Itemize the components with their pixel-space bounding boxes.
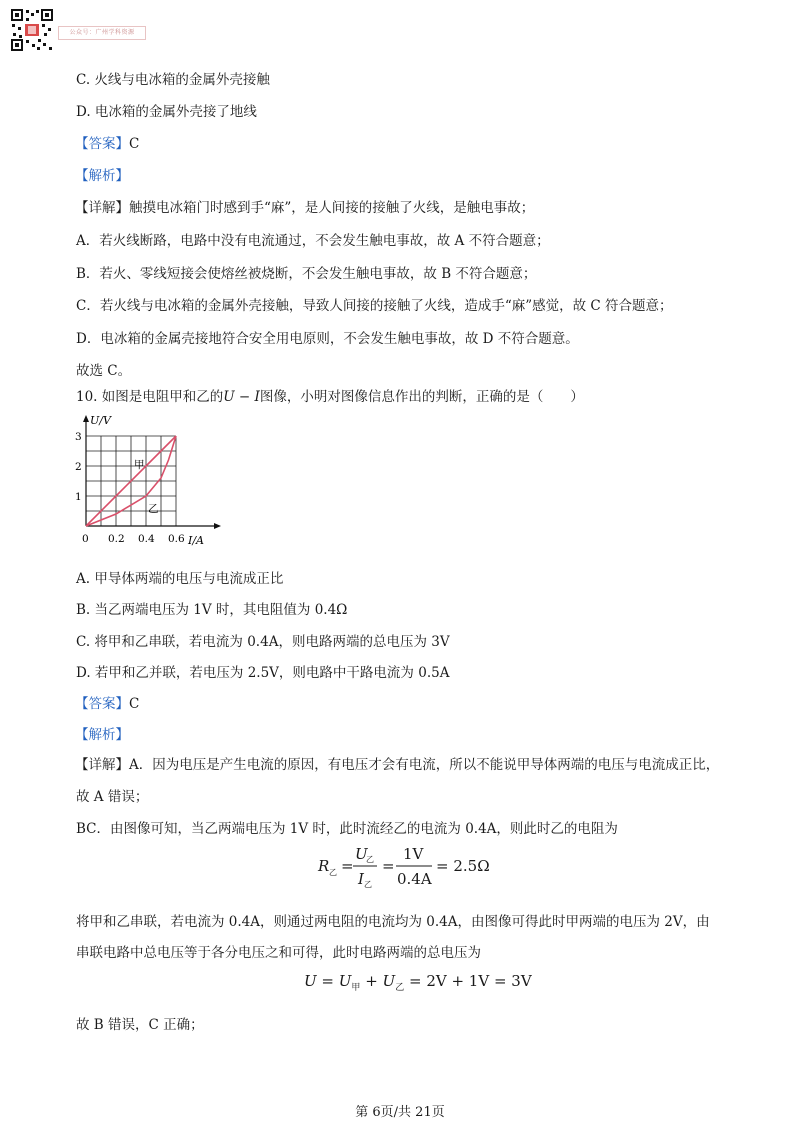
y-axis-arrow: [83, 415, 89, 422]
x-tick-label: 0.6: [168, 533, 185, 545]
series-label-yi: 乙: [148, 503, 159, 515]
q10-option-c: C. 将甲和乙串联，若电流为 0.4A，则电路两端的总电压为 3V: [76, 634, 450, 650]
q10-option-b: B. 当乙两端电压为 1V 时，其电阻值为 0.4Ω: [76, 602, 348, 618]
x-tick-label: 0.2: [108, 533, 125, 545]
svg-text:=: =: [341, 857, 354, 875]
q10-detail-5: 串联电路中总电压等于各分电压之和可得，此时电路两端的总电压为: [76, 945, 481, 961]
y-axis-label: U/V: [90, 414, 111, 427]
watermark-label: 公众号：广州学科资源: [58, 26, 146, 40]
q9-explain-d: D．电冰箱的金属壳接地符合安全用电原则，不会发生触电事故，故 D 不符合题意。: [76, 331, 579, 347]
y-tick-label: 2: [75, 461, 82, 473]
detail-tag: 【详解】: [75, 757, 129, 773]
q10-detail-3: BC．由图像可知，当乙两端电压为 1V 时，此时流经乙的电流为 0.4A，则此时乙的电阻为: [76, 821, 618, 837]
series-label-jia: 甲: [134, 459, 145, 471]
svg-text:=: =: [382, 857, 395, 875]
x-axis-arrow: [214, 523, 221, 529]
detail-text: 触摸电冰箱门时感到手“麻”，是人间接的接触了火线，是触电事故；: [129, 200, 535, 216]
formula-den2: 0.4A: [397, 870, 432, 888]
q9-explain-c: C．若火线与电冰箱的金属外壳接触，导致人间接的接触了火线，造成手“麻”感觉，故 C 符合题意；: [76, 298, 673, 314]
q9-option-d: D. 电冰箱的金属外壳接了地线: [76, 104, 257, 120]
q10-answer: [75, 692, 139, 712]
q10-option-d: D. 若甲和乙并联，若电压为 2.5V，则电路中干路电流为 0.5A: [76, 665, 450, 681]
q10-detail-4: 将甲和乙串联，若电流为 0.4A，则通过两电阻的电流均为 0.4A，由图像可得此时甲两端的电压为 2V，由: [76, 914, 710, 930]
formula-lhs: R: [318, 857, 330, 875]
resistance-formula: [314, 840, 514, 892]
formula-num2: 1V: [403, 845, 424, 863]
q9-analysis-tag: 【解析】: [75, 168, 129, 184]
q9-explain-a: A．若火线断路，电路中没有电流通过，不会发生触电事故，故 A 不符合题意；: [76, 233, 550, 249]
answer-value: C: [129, 696, 140, 712]
answer-tag: 【答案】: [75, 696, 129, 712]
q10-stem: 10. 如图是电阻甲和乙的U − I图像，小明对图像信息作出的判断，正确的是（ ）: [76, 389, 584, 405]
formula-num-sub: 乙: [366, 855, 374, 864]
formula-result: = 2.5Ω: [436, 857, 490, 875]
x-axis-label: I/A: [188, 534, 204, 547]
qr-code-icon: [10, 8, 54, 52]
formula-lhs-sub: 乙: [329, 868, 337, 877]
y-tick-label: 3: [75, 431, 82, 443]
formula-den: I: [358, 870, 364, 888]
q10-detail-2: 故 A 错误；: [76, 789, 149, 805]
total-voltage-formula: $U = U_甲 + U_乙 = 2V + 1V = 3V$: [304, 972, 532, 993]
answer-value: C: [129, 136, 140, 152]
x-tick-label: 0: [82, 533, 89, 545]
y-tick-label: 1: [75, 491, 82, 503]
q9-detail: [75, 196, 534, 216]
detail-tag: 【详解】: [75, 200, 129, 216]
q9-conclusion: 故选 C。: [76, 363, 132, 379]
q9-explain-b: B．若火、零线短接会使熔丝被烧断，不会发生触电事故，故 B 不符合题意；: [76, 266, 537, 282]
q10-option-a: A. 甲导体两端的电压与电流成正比: [76, 571, 284, 587]
formula-num: U: [355, 845, 368, 863]
u-i-chart: [64, 408, 234, 556]
q9-answer: [75, 132, 139, 152]
stem-formula: U − I: [223, 389, 260, 405]
q10-detail-6: 故 B 错误，C 正确；: [76, 1017, 204, 1033]
q10-detail-1: 【详解】A．因为电压是产生电流的原因，有电压才会有电流，所以不能说甲导体两端的电压与电流成正比，: [75, 757, 720, 773]
page-number: 第 6页/共 21页: [355, 1105, 445, 1120]
q9-option-c: C. 火线与电冰箱的金属外壳接触: [76, 72, 270, 88]
x-tick-label: 0.4: [138, 533, 155, 545]
answer-tag: 【答案】: [75, 136, 129, 152]
formula-den-sub: 乙: [364, 880, 372, 889]
q10-analysis-tag: 【解析】: [75, 727, 129, 743]
